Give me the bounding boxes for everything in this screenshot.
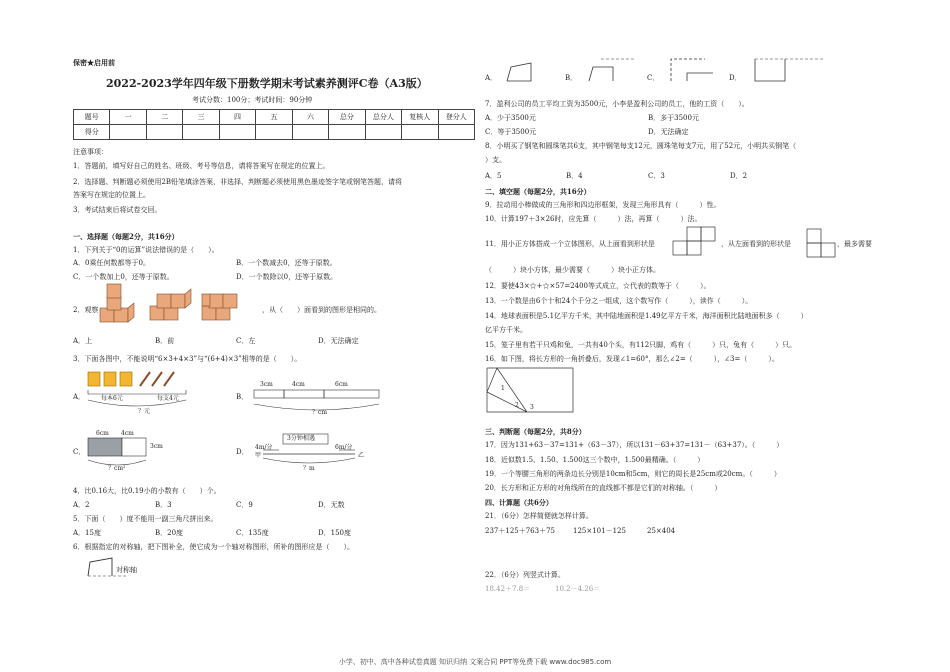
question-9: 9．拉动用小棒做成的三角形和四边形框架，发现三角形具有（ ）性。 <box>485 201 721 209</box>
table-cell: 登分人 <box>438 110 474 125</box>
question-21: 21．（6分）怎样简便就怎样计算。 <box>485 512 593 520</box>
q3a-question: ？元 <box>138 408 151 415</box>
note-2: 2．选择题、判断题必须使用2B铅笔填涂答案，非选择、判断题必须使用黑色墨迹签字笔或钢笔答题，请将 <box>73 178 403 186</box>
page-footer: 小学、初中、高中各种试卷真题 知识归纳 文案合同 PPT等免费下载 www.doc985.com <box>338 658 612 666</box>
q2-option-c[interactable]: C．左 <box>236 337 256 345</box>
section-4-heading: 四、计算题（共6分） <box>485 498 553 507</box>
q2-option-d[interactable]: D．无法确定 <box>318 337 359 345</box>
score-input-cell[interactable] <box>219 125 255 140</box>
q22-expression-1: 18.42＋7.8＝ <box>485 585 531 593</box>
q8-option-a[interactable]: A．5 <box>485 172 502 180</box>
q8-option-d[interactable]: D．2 <box>730 172 748 180</box>
q3d-yi: 乙 <box>358 452 365 459</box>
q5-option-d[interactable]: D．150度 <box>318 529 351 537</box>
table-cell: 四 <box>219 110 255 125</box>
q5-option-c[interactable]: C．135度 <box>236 529 269 537</box>
q11-left-view <box>805 229 839 261</box>
section-2-heading: 二、填空题（每题2分，共16分） <box>485 187 591 196</box>
question-4: 4．比0.16大，比0.19小的小数有（ ）个。 <box>73 487 221 495</box>
right-column <box>475 0 950 672</box>
score-input-cell[interactable] <box>438 125 474 140</box>
score-input-cell[interactable] <box>183 125 219 140</box>
q16-angle-1: 1 <box>501 385 505 392</box>
q6-option-d[interactable]: D． <box>729 74 742 82</box>
q22-expression-2: 10.2－4.26＝ <box>555 585 601 593</box>
question-2-post: ，从（ ）面看到的图形是相同的。 <box>262 306 381 314</box>
q3d-speed-right: 6m/分 <box>335 444 353 451</box>
q1-option-b[interactable]: B．一个数减去0，还等于原数。 <box>236 259 337 267</box>
q3c-len1: 6cm <box>96 430 109 437</box>
table-cell: 六 <box>292 110 328 125</box>
q6-option-b[interactable]: B． <box>565 74 578 82</box>
q1-option-c[interactable]: C．一个数加上0，还等于原数。 <box>73 273 174 281</box>
q3a-price2: 每支4元 <box>157 395 179 402</box>
table-cell: 一 <box>110 110 146 125</box>
question-10: 10．计算197＋3×26时，应先算（ ）法，再算（ ）法。 <box>485 215 702 223</box>
note-1: 1．答题前，填写好自己的姓名、班级、考号等信息，请将答案写在规定的位置上。 <box>73 162 330 170</box>
score-input-cell[interactable] <box>256 125 292 140</box>
question-8-cont: ）支。 <box>485 156 506 164</box>
note-2-cont: 答案写在规定的位置上。 <box>73 191 150 199</box>
table-cell: 三 <box>183 110 219 125</box>
q3-option-c[interactable]: C． <box>73 448 86 456</box>
q3d-jia: 甲 <box>255 452 262 459</box>
score-input-cell[interactable] <box>146 125 182 140</box>
q3c-len3: 3cm <box>150 443 163 450</box>
q1-option-a[interactable]: A．0乘任何数都等于0。 <box>73 259 150 267</box>
q3d-question: ？m <box>303 465 315 472</box>
exam-subtitle: 考试分数：100分；考试时间：90分钟 <box>192 96 313 104</box>
q21-expression-2: 125×101－125 <box>573 527 626 535</box>
q7-option-d[interactable]: D．无法确定 <box>648 128 689 136</box>
q3a-price1: 每本6元 <box>101 395 123 402</box>
score-input-cell[interactable] <box>292 125 328 140</box>
table-cell: 五 <box>256 110 292 125</box>
q21-expression-3: 25×404 <box>647 527 676 535</box>
table-cell: 复核人 <box>402 110 438 125</box>
question-1: 1．下列关于“0的运算”说法错误的是（ ）。 <box>73 246 219 254</box>
score-input-cell[interactable] <box>110 125 146 140</box>
cube-stacks-figure <box>92 288 262 333</box>
q3b-len3: 6cm <box>335 381 348 388</box>
q7-option-a[interactable]: A．少于3500元 <box>485 114 536 122</box>
page-title: 2022-2023学年四年级下册数学期末考试素养测评C卷（A3版） <box>106 77 428 90</box>
question-20: 20．长方形和正方形的对角线所在的直线都不都是它们的对称轴。（ ） <box>485 484 722 492</box>
section-1-heading: 一、选择题（每题2分，共16分） <box>73 232 179 241</box>
q5-option-b[interactable]: B．20度 <box>155 529 184 537</box>
q6-option-c[interactable]: C． <box>647 74 660 82</box>
q3d-speed-left: 4m/分 <box>255 444 273 451</box>
q3b-question: ？cm <box>312 409 328 416</box>
q5-option-a[interactable]: A．15度 <box>73 529 101 537</box>
table-cell: 二 <box>146 110 182 125</box>
q2-option-a[interactable]: A．上 <box>73 337 93 345</box>
q4-option-a[interactable]: A．2 <box>73 501 90 509</box>
q16-angle-3: 3 <box>530 404 534 411</box>
question-22: 22．（6分）列竖式计算。 <box>485 571 565 579</box>
q8-option-b[interactable]: B．4 <box>566 172 583 180</box>
question-12: 12．要使43×☆+☆×57=2400等式成立，☆代表的数等于（ ）。 <box>485 282 711 290</box>
q8-option-c[interactable]: C．3 <box>648 172 665 180</box>
question-11-end: ，最多需要 <box>837 240 872 248</box>
question-18: 18．近似数1.5、1.50、1.500这三个数中，1.500最精确。（ ） <box>485 456 705 464</box>
section-3-heading: 三、判断题（每题2分，共8分） <box>485 427 586 436</box>
question-2-pre: 2．观察 <box>73 306 99 314</box>
q21-expression-1: 237＋125＋763＋75 <box>485 527 555 535</box>
score-input-cell[interactable] <box>329 125 365 140</box>
secret-label: 保密★启用前 <box>73 58 115 67</box>
q2-option-b[interactable]: B．前 <box>155 337 175 345</box>
table-row <box>74 110 475 125</box>
table-cell: 总分人 <box>365 110 401 125</box>
question-19: 19．一个等腰三角形的两条边长分别是10cm和5cm，则它的周长是25cm或20cm。（ ） <box>485 470 781 478</box>
note-3: 3．考试结束后将试卷交回。 <box>73 206 162 214</box>
question-8: 8．小明买了钢笔和圆珠笔共6支，其中钢笔每支12元，圆珠笔每支7元，用了52元，小明共买钢笔（ <box>485 142 797 150</box>
q7-option-b[interactable]: B．多于3500元 <box>648 114 699 122</box>
q6-option-figures <box>485 55 925 85</box>
question-17: 17．因为131+63－37=131+（63－37），所以131－63+37=131－（63+37）。（ ） <box>485 441 784 449</box>
q1-option-d[interactable]: D．一个数除以0，还等于原数。 <box>236 273 338 281</box>
q6-option-a[interactable]: A． <box>485 74 498 82</box>
question-7: 7．盈利公司的员工平均工资为3500元，小李是盈利公司的员工，他的工资（ ）。 <box>485 100 749 108</box>
table-row <box>74 125 475 140</box>
question-14: 14．地球表面积是5.1亿平方千米，其中陆地面积是1.49亿平方千米，海洋面积比陆地面积多（ ） <box>485 312 808 320</box>
q4-option-d[interactable]: D．无数 <box>318 501 345 509</box>
question-11-mid: ，从左面看到的形状是 <box>721 240 791 248</box>
q7-option-c[interactable]: C．等于3500元 <box>485 128 537 136</box>
question-3: 3．下面各图中，不能说明“6×3+4×3”与“(6+4)×3”相等的是（ ）。 <box>73 355 302 363</box>
q3b-len2: 4cm <box>292 381 305 388</box>
question-6: 6．根据指定的对称轴，把下图补全，使它成为一个轴对称图形，所补的图形应是（ ）。 <box>73 543 354 551</box>
score-input-cell[interactable] <box>402 125 438 140</box>
q16-angle-2: 2 <box>515 402 519 409</box>
question-11: 11．用小正方体搭成一个立体图形，从上面看到形状是 <box>485 240 655 248</box>
q6-axis-label: 对称轴 <box>116 566 137 574</box>
q3-option-a[interactable]: A． <box>73 393 86 401</box>
table-cell: 得分 <box>74 125 110 140</box>
question-16: 16．如下图，将长方形的一角折叠后，发现∠1=60°，那么∠2=（ ），∠3=（ ）。 <box>485 355 779 363</box>
notes-heading: 注意事项： <box>73 148 108 156</box>
table-cell: 总分 <box>329 110 365 125</box>
q3-option-d[interactable]: D． <box>236 448 249 456</box>
q3c-len2: 4cm <box>121 430 134 437</box>
question-15: 15．笼子里有若干只鸡和兔，一共有40个头，有112只脚，鸡有（ ）只，兔有（ ）只。 <box>485 341 797 349</box>
q3b-len1: 3cm <box>260 381 273 388</box>
question-5: 5．下面（ ）度不能用一副三角尺拼出来。 <box>73 515 218 523</box>
score-table <box>73 109 475 140</box>
q4-option-b[interactable]: B．3 <box>155 501 172 509</box>
q3d-meet: 3分钟相遇 <box>287 435 315 442</box>
q3-option-b[interactable]: B． <box>236 393 249 401</box>
q4-option-c[interactable]: C．9 <box>236 501 253 509</box>
table-cell: 题号 <box>74 110 110 125</box>
q3c-question: ？cm² <box>108 465 126 472</box>
score-input-cell[interactable] <box>365 125 401 140</box>
question-13: 13．一个数是由6个十和24个千分之一组成，这个数写作（ ），读作（ ）。 <box>485 297 753 305</box>
question-11-cont: （ ）块小方体，最少需要（ ）块小正方体。 <box>485 266 660 274</box>
question-14-cont: 亿平方千米。 <box>485 326 527 334</box>
